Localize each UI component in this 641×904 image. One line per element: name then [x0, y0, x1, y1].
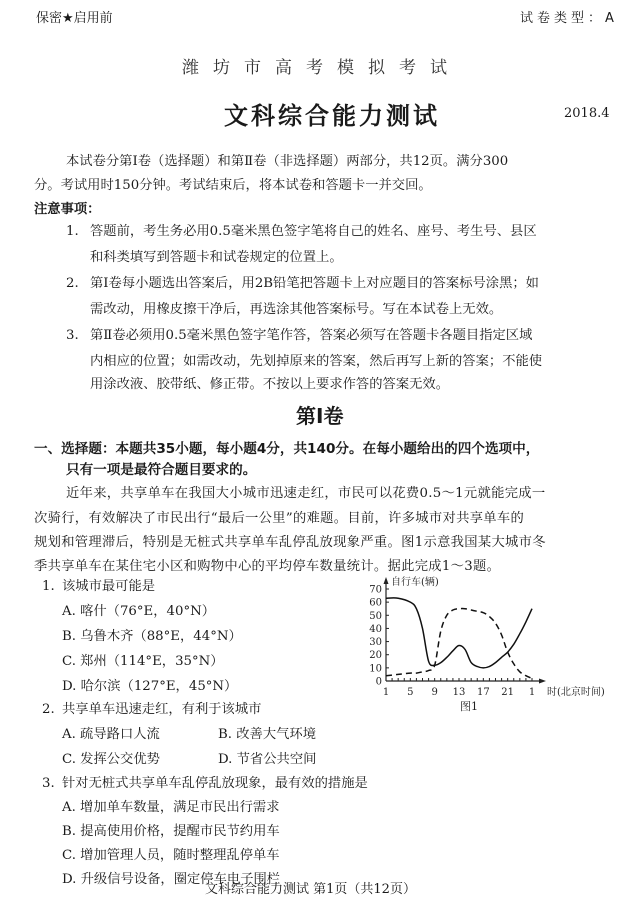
- passage-line-2: 次骑行，有效解决了市民出行“最后一公里”的难题。目前，许多城市对共享单车的: [34, 511, 525, 526]
- x-tick-label: 1: [382, 687, 390, 698]
- notice-1-line-2: 和科类填写到答题卡和试卷规定的位置上。: [90, 250, 343, 265]
- exam-title: 文科综合能力测试: [224, 102, 440, 130]
- notice-3-line-1: 第Ⅱ卷必须用0.5毫米黑色签字笔作答，答案必须写在答题卡各题目指定区域: [90, 328, 533, 343]
- y-axis-label: 自行车(辆): [391, 577, 439, 588]
- series-dashed-line: [386, 609, 532, 679]
- x-tick-label: 5: [407, 687, 414, 698]
- q2-num: 2.: [42, 702, 55, 717]
- section-title: 第Ⅰ卷: [296, 404, 344, 428]
- intro-line-2: 分。考试用时150分钟。考试结束后，将本试卷和答题卡一并交回。: [34, 178, 432, 193]
- notice-3-line-2: 内相应的位置；如需改动，先划掉原来的答案，然后再写上新的答案；不能使: [90, 354, 543, 369]
- notice-1-line-1: 答题前，考生务必用0.5毫米黑色签字笔将自己的姓名、座号、考生号、县区: [90, 224, 537, 239]
- x-tick-label: 13: [452, 687, 466, 698]
- x-tick-label: 9: [431, 687, 438, 698]
- secrecy-label: 保密★启用前: [36, 11, 113, 26]
- exam-date: 2018.4: [564, 106, 610, 121]
- q2-option-b: B. 改善大气环境: [218, 727, 317, 742]
- y-tick-label: 70: [369, 584, 382, 596]
- y-tick-label: 60: [369, 597, 382, 609]
- x-tick-label: 1: [528, 687, 536, 698]
- notice-num-3: 3.: [66, 328, 79, 343]
- series-solid-line: [386, 598, 532, 668]
- x-tick-label: 17: [476, 687, 490, 698]
- page-footer: 文科综合能力测试 第1页（共12页）: [205, 882, 416, 897]
- question-instructions-line-2: 只有一项是最符合题目要求的。: [66, 462, 257, 478]
- notice-num-1: 1.: [66, 224, 79, 239]
- q1-option-c: C. 郑州（114°E，35°N）: [62, 654, 224, 669]
- y-tick-label: 10: [369, 663, 382, 675]
- intro-line-1: 本试卷分第Ⅰ卷（选择题）和第Ⅱ卷（非选择题）两部分，共12页。满分300: [66, 154, 509, 169]
- y-tick-label: 30: [369, 637, 382, 649]
- passage-line-4: 季共享单车在某住宅小区和购物中心的平均停车数量统计。据此完成1～3题。: [34, 559, 501, 574]
- paper-type-label: 试卷类型：A: [520, 11, 618, 26]
- line-chart: [360, 575, 641, 725]
- y-tick-label: 0: [375, 676, 382, 688]
- q2-option-d: D. 节省公共空间: [218, 752, 317, 767]
- x-axis-label: 时(北京时间): [547, 687, 605, 698]
- y-tick-label: 50: [369, 610, 382, 622]
- notice-3-line-3: 用涂改液、胶带纸、修正带。不按以上要求作答的答案无效。: [90, 377, 450, 392]
- figure-1-chart: [360, 575, 641, 725]
- question-instructions-line-1: 一、选择题：本题共35小题，每小题4分，共140分。在每小题给出的四个选项中，: [34, 441, 540, 457]
- passage-line-3: 规划和管理滞后，特别是无桩式共享单车乱停乱放现象严重。图1示意我国某大城市冬: [34, 535, 546, 550]
- q1-stem: 该城市最可能是: [62, 579, 156, 594]
- passage-line-1: 近年来，共享单车在我国大小城市迅速走红，市民可以花费0.5～1元就能完成一: [66, 486, 546, 501]
- y-tick-label: 20: [369, 650, 382, 662]
- q3-option-d: D. 升级信号设备，圈定停车电子围栏: [62, 872, 281, 887]
- x-tick-label: 21: [501, 687, 515, 698]
- q2-stem: 共享单车迅速走红，有利于该城市: [62, 702, 262, 717]
- exam-subtitle: 潍坊市高考模拟考试: [182, 58, 461, 78]
- q3-option-a: A. 增加单车数量，满足市民出行需求: [62, 800, 280, 815]
- q3-stem: 针对无桩式共享单车乱停乱放现象，最有效的措施是: [62, 776, 368, 791]
- q3-option-c: C. 增加管理人员，随时整理乱停单车: [62, 848, 280, 863]
- q1-option-a: A. 喀什（76°E，40°N）: [62, 604, 216, 619]
- notice-2-line-1: 第Ⅰ卷每小题选出答案后，用2B铅笔把答题卡上对应题目的答案标号涂黑；如: [90, 276, 539, 291]
- q1-option-b: B. 乌鲁木齐（88°E，44°N）: [62, 629, 242, 644]
- y-tick-label: 40: [369, 623, 382, 635]
- q1-num: 1.: [42, 579, 55, 594]
- q1-option-d: D. 哈尔滨（127°E，45°N）: [62, 679, 238, 694]
- q2-option-c: C. 发挥公交优势: [62, 752, 160, 767]
- q3-option-b: B. 提高使用价格，提醒市民节约用车: [62, 824, 280, 839]
- notice-2-line-2: 需改动，用橡皮擦干净后，再选涂其他答案标号。写在本试卷上无效。: [90, 302, 503, 317]
- q2-option-a: A. 疏导路口人流: [62, 727, 160, 742]
- notice-num-2: 2.: [66, 276, 79, 291]
- q3-num: 3.: [42, 776, 55, 791]
- figure-caption: 图1: [460, 700, 478, 713]
- notice-heading: 注意事项：: [34, 202, 101, 217]
